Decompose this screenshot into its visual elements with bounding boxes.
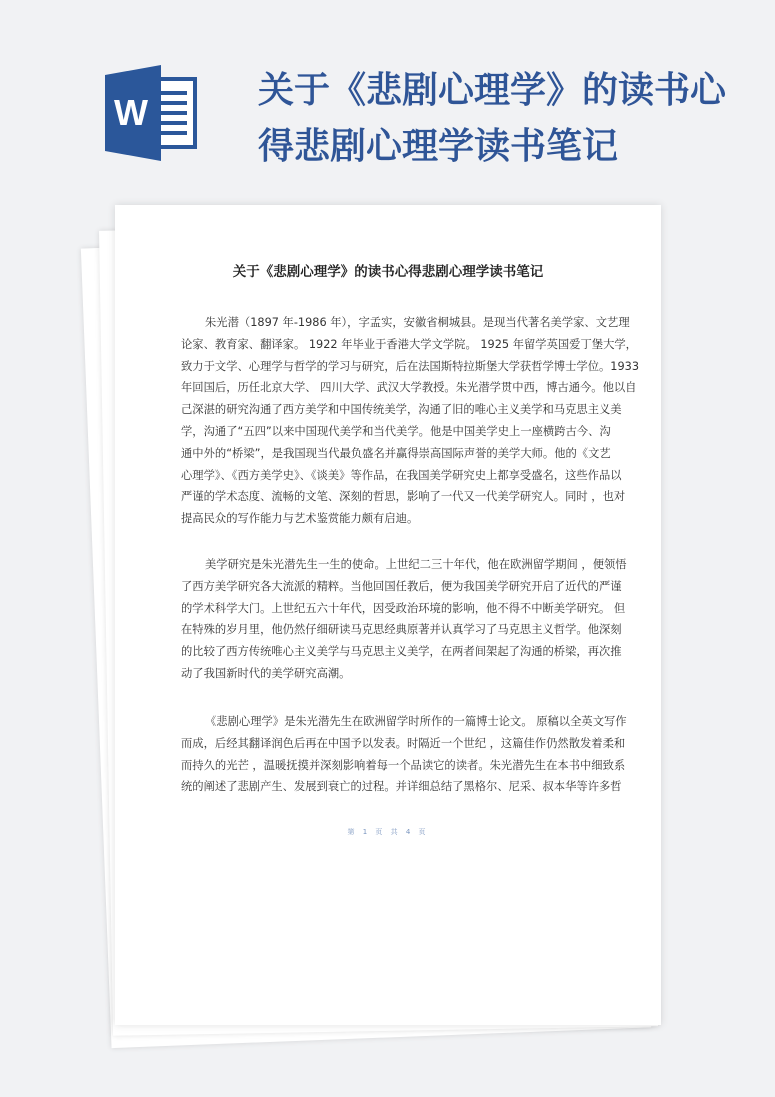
text-line: 朱光潜（1897 年-1986 年），字孟实，安徽省桐城县。是现当代著名美学家、文艺理 [205, 316, 630, 329]
text-line: 致力于文学、心理学与哲学的学习与研究，后在法国斯特拉斯堡大学获哲学博士学位。1933 [181, 359, 640, 373]
text-line: 在特殊的岁月里，他仍然仔细研读马克思经典原著并认真学习了马克思主义哲学。他深刻 [181, 623, 622, 637]
text-line: 美学研究是朱光潜先生一生的使命。上世纪二三十年代，他在欧洲留学期间 ，便领悟 [205, 558, 627, 571]
text-line: 提高民众的写作能力与艺术鉴赏能力颇有启迪。 [181, 512, 419, 526]
word-icon [105, 65, 197, 161]
text-line: 年回国后，历任北京大学、 四川大学、武汉大学教授。朱光潜学贯中西，博古通今。他以自 [181, 381, 637, 395]
text-line: 学，沟通了“五四”以来中国现代美学和当代美学。他是中国美学史上一座横跨古今、沟 [181, 424, 611, 438]
page-number: 第 1 页 共 4 页 [347, 828, 429, 836]
text-line: 动了我国新时代的美学研究高潮。 [181, 666, 351, 680]
text-line: 论家、教育家、翻译家。 1922 年毕业于香港大学文学院。 1925 年留学英国爱丁堡大学， [181, 337, 637, 351]
paragraph-2 [181, 554, 631, 685]
paragraph-3 [181, 711, 631, 798]
text-line: 己深湛的研究沟通了西方美学和中国传统美学，沟通了旧的唯心主义美学和马克思主义美 [181, 403, 622, 417]
text-line: 《悲剧心理学》是朱光潜先生在欧洲留学时所作的一篇博士论文。 原稿以全英文写作 [205, 715, 627, 728]
text-line: 统的阐述了悲剧产生、发展到衰亡的过程。并详细总结了黑格尔、尼采、叔本华等许多哲 [181, 780, 622, 794]
text-line: 通中外的“桥梁”，是我国现当代最负盛名并赢得崇高国际声誉的美学大师。他的《文艺 [181, 446, 611, 460]
word-logo-letter: W [114, 92, 148, 133]
text-line: 而成，后经其翻译润色后再在中国予以发表。时隔近一个世纪 ，这篇佳作仍然散发着柔和 [181, 736, 626, 750]
header-title-line: 得悲剧心理学读书笔记 [258, 125, 619, 167]
text-line: 严谨的学术态度、流畅的文笔、深刻的哲思，影响了一代又一代美学研究人。同时 ，也对 [181, 490, 626, 504]
text-line: 的学术科学大门。上世纪五六十年代，因受政治环境的影响，他不得不中断美学研究。 但 [181, 601, 626, 615]
text-line: 的比较了西方传统唯心主义美学与马克思主义美学，在两者间架起了沟通的桥梁，再次推 [181, 645, 622, 659]
paragraph-1 [181, 312, 640, 530]
text-line: 了西方美学研究各大流派的精粹。当他回国任教后，便为我国美学研究开启了近代的严谨 [181, 579, 622, 593]
document-page [115, 205, 661, 1025]
text-line: 心理学》、《西方美学史》、《谈美》等作品，在我国美学研究史上都享受盛名，这些作品以 [181, 468, 622, 482]
text-line: 而持久的光芒 ，温暖抚摸并深刻影响着每一个品读它的读者。朱光潜先生在本书中细致系 [181, 758, 626, 772]
header-title [258, 62, 768, 174]
document-title: 关于《悲剧心理学》的读书心得悲剧心理学读书笔记 [232, 264, 544, 280]
header-title-line: 关于《悲剧心理学》的读书心 [258, 69, 727, 111]
